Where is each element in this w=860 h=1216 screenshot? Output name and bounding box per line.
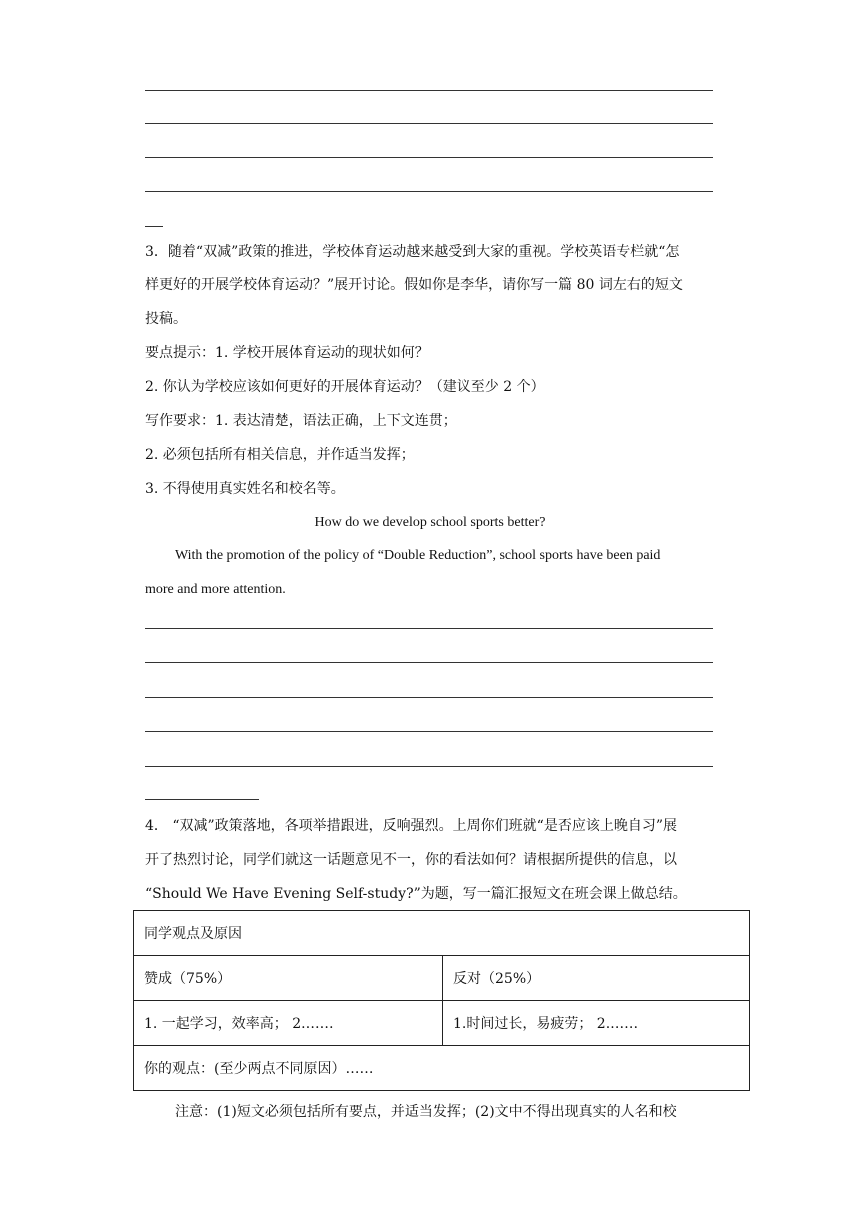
q3-essay-start-line: more and more attention. (145, 582, 286, 597)
q3-requirement-2: 2. 必须包括所有相关信息，并作适当发挥； (145, 447, 415, 463)
q4-prompt-line: “Should We Have Evening Self-study?”为题，写一篇汇报短文在班会课上做总结。 (145, 886, 687, 902)
q4-note: 注意：(1)短文必须包括所有要点，并适当发挥；(2)文中不得出现真实的人名和校 (175, 1104, 677, 1120)
q3-prompt-line: 样更好的开展学校体育运动？”展开讨论。假如你是李华，请你写一篇 80 词左右的短文 (145, 277, 683, 293)
q3-point-1: 要点提示：1. 学校开展体育运动的现状如何？ (145, 345, 429, 361)
writing-line-end (145, 226, 163, 227)
q3-prompt-line: 投稿。 (145, 311, 187, 327)
against-reasons-cell: 1.时间过长，易疲劳； 2.…… (443, 1001, 750, 1046)
q3-point-2: 2. 你认为学校应该如何更好的开展体育运动？（建议至少 2 个） (145, 379, 545, 395)
writing-line (145, 731, 713, 732)
opinion-table (133, 910, 750, 1091)
q4-prompt-line: 开了热烈讨论，同学们就这一话题意见不一，你的看法如何？请根据所提供的信息，以 (145, 852, 677, 868)
table-row (134, 1001, 750, 1046)
for-reasons-cell: 1. 一起学习，效率高； 2.…… (134, 1001, 443, 1046)
q3-requirement-1: 写作要求：1. 表达清楚，语法正确，上下文连贯； (145, 413, 457, 429)
writing-line (145, 697, 713, 698)
writing-line-end (145, 799, 259, 800)
writing-line (145, 628, 713, 629)
q3-requirement-3: 3. 不得使用真实姓名和校名等。 (145, 481, 345, 497)
against-label-cell: 反对（25%） (443, 956, 750, 1001)
q3-essay-title: How do we develop school sports better? (314, 515, 546, 530)
writing-line (145, 191, 713, 192)
writing-line (145, 123, 713, 124)
q3-prompt-line: 3．随着“双减”政策的推进，学校体育运动越来越受到大家的重视。学校英语专栏就“怎 (145, 244, 680, 260)
table-row (134, 1046, 750, 1091)
your-view-cell: 你的观点：(至少两点不同原因）…… (134, 1046, 750, 1091)
table-row (134, 956, 750, 1001)
writing-line (145, 157, 713, 158)
for-label-cell: 赞成（75%） (134, 956, 443, 1001)
writing-line (145, 662, 713, 663)
table-header-cell: 同学观点及原因 (134, 911, 750, 956)
writing-line (145, 90, 713, 91)
table-row (134, 911, 750, 956)
writing-line (145, 766, 713, 767)
q4-prompt-line: 4． “双减”政策落地，各项举措跟进，反响强烈。上周你们班就“是否应该上晚自习”展 (145, 818, 677, 834)
q3-essay-start-line: With the promotion of the policy of “Double Reduction”, school sports have been paid (175, 548, 661, 563)
